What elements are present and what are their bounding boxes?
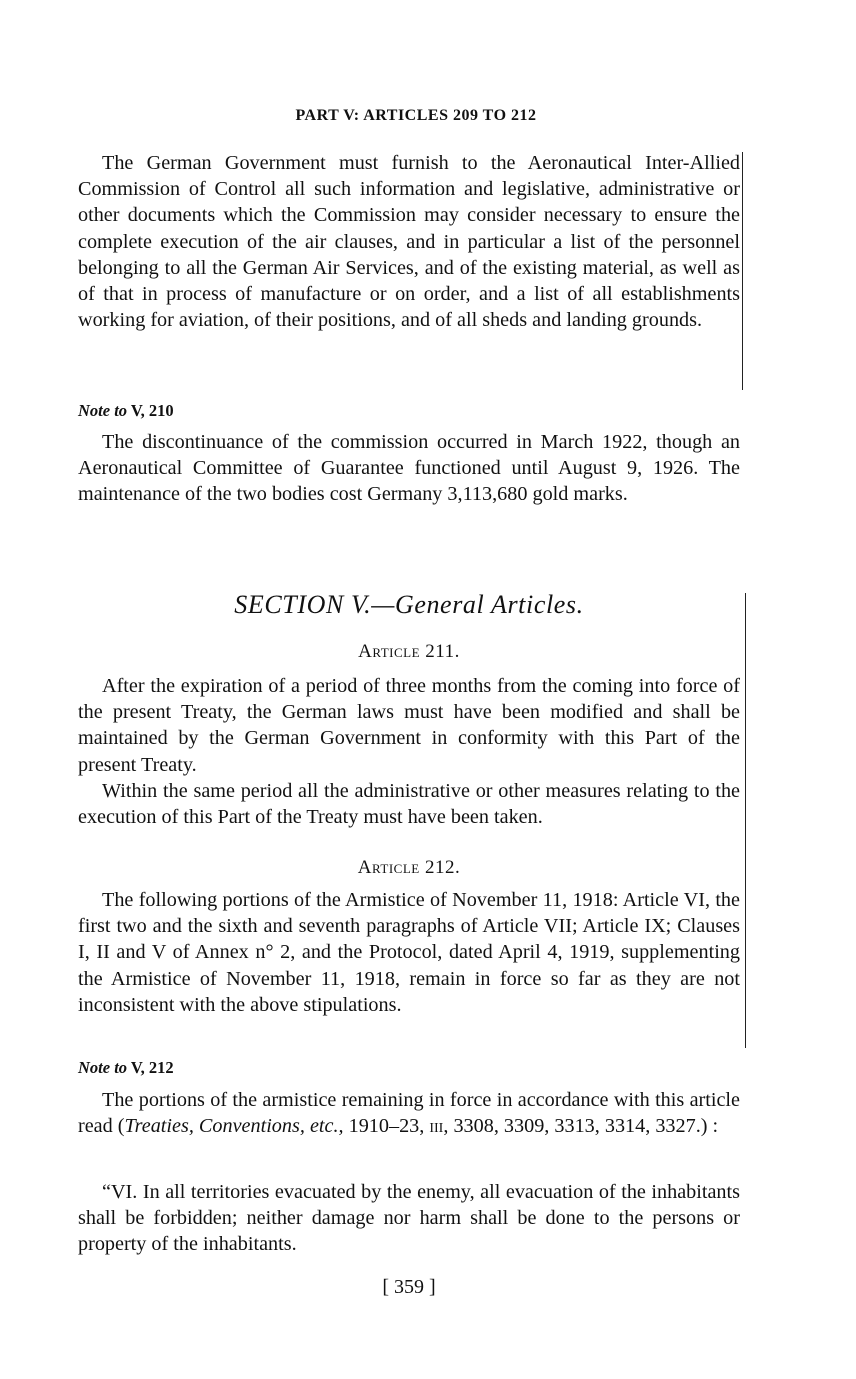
article-211-body (78, 673, 740, 830)
article-211-paragraph-1: After the expiration of a period of three months from the coming into force of the present Treaty, the German laws must have been modified and shall be maintained by the German Government in conformity with this Part of the present Treaty. (78, 675, 740, 776)
note-212-heading (78, 1058, 174, 1078)
note-212-text (78, 1087, 740, 1139)
armistice-quote: “VI. In all territories evacuated by the enemy, all evacuation of the inhabitants shall be forbidden; neither damage nor harm shall be done to the persons or property of the inhabitants. (78, 1181, 740, 1256)
note-212-text-start: The portions of the armistice remaining in force in accordance with this article read ( (78, 1089, 740, 1138)
citation-years: 1910–23, (343, 1115, 430, 1138)
article-212-heading: Article 212. (357, 857, 461, 878)
section-title: SECTION V.—General Articles. (234, 590, 584, 619)
citation-title: Treaties, Conventions, etc., (124, 1115, 344, 1138)
note-label: Note to (78, 401, 128, 420)
note-212-body (78, 1087, 740, 1139)
article-210-continuation (78, 150, 740, 333)
document-page (78, 0, 754, 1379)
note-label: Note to (78, 1058, 128, 1077)
running-title: PART V: ARTICLES 209 TO 212 (295, 107, 537, 124)
note-210-body (78, 429, 740, 508)
note-reference: V, 212 (130, 1058, 174, 1077)
article-212-paragraph-1: The following portions of the Armistice of November 11, 1918: Article VI, the first two and the sixth and seventh paragraphs of Article VII; Article IX; Clauses I, II and V of Annex n° 2, and the Protocol, dated April 4, 1919, supplementing the Armistice of November 11, 1918, remain in force so far as they are not inconsistent with the above stipulations. (78, 889, 740, 1016)
article-212-body (78, 887, 740, 1018)
article-211-paragraph-2: Within the same period all the administrative or other measures relating to the execution of this Part of the Treaty must have been taken. (78, 779, 740, 829)
note-212-text-end: , 3308, 3309, 3313, 3314, 3327.) : (443, 1115, 719, 1138)
citation-volume: iii (429, 1115, 444, 1138)
page-number: [ 359 ] (382, 1276, 436, 1298)
quoted-armistice-text (78, 1179, 740, 1258)
article-210-text: The German Government must furnish to the Aeronautical Inter-Allied Commission of Control all such information and legislative, administrative or other documents which the Commission may consider necessary to ensure the complete execution of the air clauses, and in particular a list of the personnel belonging to all the German Air Services, and of the existing material, as well as of that in process of manufacture or on order, and a list of all establishments working for aviation, of their positions, and of all sheds and landing grounds. (78, 152, 740, 332)
note-210-heading (78, 401, 174, 421)
margin-rule (742, 152, 743, 390)
note-210-text: The discontinuance of the commission occurred in March 1922, though an Aeronautical Committee of Guarantee functioned until August 9, 1926. The maintenance of the two bodies cost Germany 3,113,680 gold marks. (78, 431, 740, 506)
note-reference: V, 210 (130, 401, 174, 420)
margin-rule (745, 593, 746, 1048)
article-211-heading: Article 211. (358, 641, 460, 662)
